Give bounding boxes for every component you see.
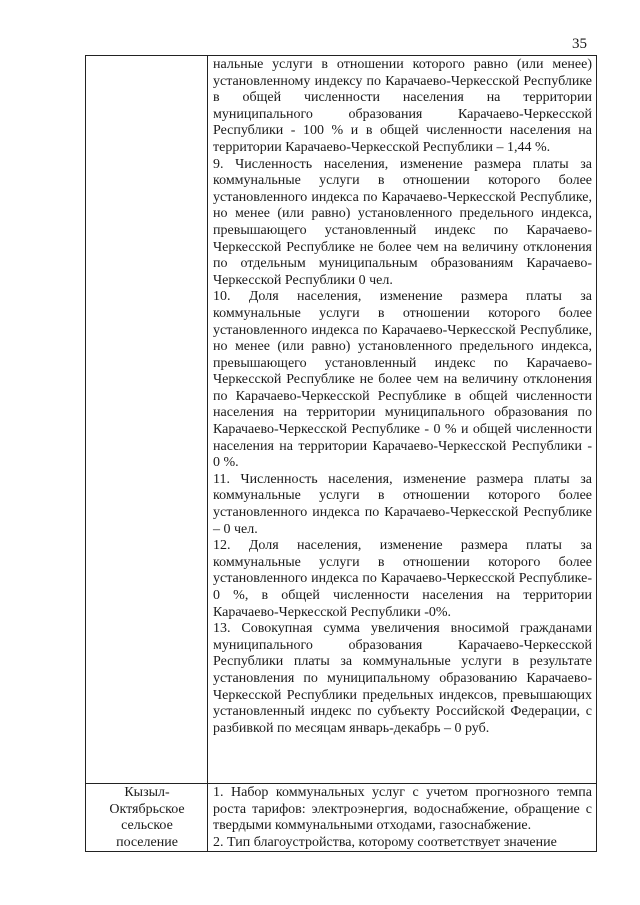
paragraph-item-2: 2. Тип благоустройства, которому соответствует значение (213, 834, 557, 850)
table-row (86, 56, 597, 784)
page-number: 35 (572, 36, 587, 52)
paragraph-item-12: 12. Доля населения, изменение размера платы за коммунальные услуги в отношении которого более установленного индекса по Карачаево-Черкесской Республике- 0 %, в общей численности населения на территории Карачаево-Черкесской Республики -0%. (213, 538, 592, 620)
indicators-cell (208, 784, 597, 852)
paragraph-item-11: 11. Численность населения, изменение размера платы за коммунальные услуги в отношении которого более установленного индекса по Карачаево-Черкесской Республике – 0 чел. (213, 471, 592, 537)
municipality-cell: Кызыл-Октябрьское сельское поселение (86, 784, 208, 852)
document-table (85, 55, 597, 852)
indicators-cell (208, 56, 597, 784)
paragraph-item-9: 9. Численность населения, изменение размера платы за коммунальные услуги в отношении которого более установленного индекса по Карачаево-Черкесской Республике, но менее (или равно) установленного предельного индекса, превышающего установленный индекс по Карачаево-Черкесской Республике не более чем на величину отклонения по отдельным муниципальным образованиям Карачаево-Черкесской Республики 0 чел. (213, 156, 592, 288)
paragraph-item-13: 13. Совокупная сумма увеличения вносимой гражданами муниципального образования Карачаево-Черкесской Республики платы за коммунальные услуги в результате установления по муниципальному образованию Карачаево-Черкесской Республики предельных индексов, превышающих установленный индекс по субъекту Российской Федерации, с разбивкой по месяцам январь-декабрь – 0 руб. (213, 621, 592, 736)
paragraph-continuation: нальные услуги в отношении которого равно (или менее) установленному индексу по Карачаево-Черкесской Республике в общей численности населения на территории муниципального образования Карачаево-Черкесской Республики - 100 % и в общей численности населения на территории Карачаево-Черкесской Республики – 1,44 %. (213, 57, 592, 155)
municipality-cell (86, 56, 208, 784)
paragraph-item-10: 10. Доля населения, изменение размера платы за коммунальные услуги в отношении которого более установленного индекса по Карачаево-Черкесской Республике, но менее (или равно) установленного предельного индекса, превышающего установленный индекс по Карачаево-Черкесской Республике не более чем на величину отклонения по Карачаево-Черкесской Республике в общей численности населения на территории муниципального образования по Карачаево-Черкесской Республике - 0 % и общей численности населения на территории Карачаево-Черкесской Республики - 0 %. (213, 289, 592, 471)
paragraph-item-1: 1. Набор коммунальных услуг с учетом прогнозного темпа роста тарифов: электроэнергия, водоснабжение, обращение с твердыми коммунальными отходами, газоснабжение. (213, 785, 592, 834)
table-row (86, 784, 597, 852)
